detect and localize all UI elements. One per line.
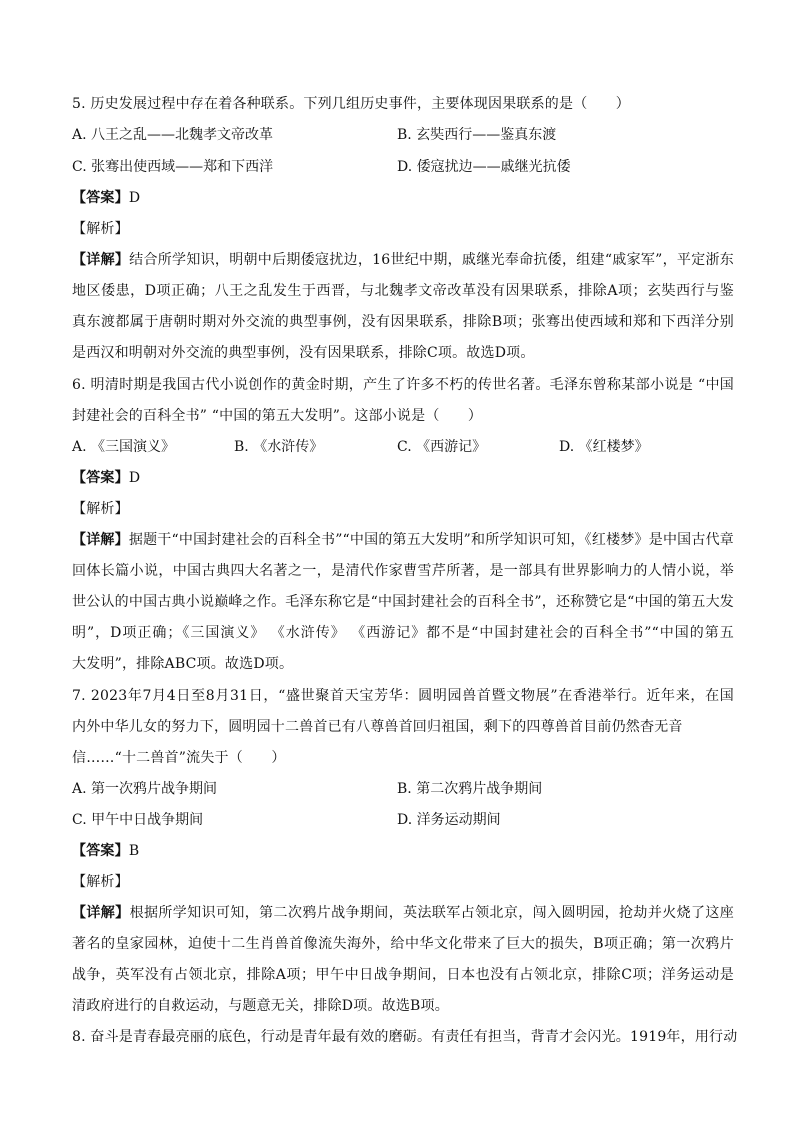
detail-tag: 【详解】 [72, 905, 130, 921]
q5-detail-line: 【详解】结合所学知识，明朝中后期倭寇扰边，16世纪中期，戚继光奉命抗倭，组建“戚家军”，平定浙东 [72, 252, 734, 268]
q5-option-d: D. 倭寇扰边——戚继光抗倭 [397, 159, 571, 175]
q7-stem: 内外中华儿女的努力下，圆明园十二兽首已有八尊兽首回归祖国，剩下的四尊兽首目前仍然杳无音 [72, 719, 683, 735]
q7-option-b: B. 第二次鸦片战争期间 [397, 781, 543, 797]
q5-answer-value: D [128, 190, 141, 206]
q7-option-c: C. 甲午中日战争期间 [72, 812, 204, 828]
q7-detail-line: 【详解】根据所学知识可知，第二次鸦片战争期间，英法联军占领北京，闯入圆明园，抢劫并火烧了这座 [72, 905, 734, 921]
q6-answer-value: D [128, 470, 141, 486]
answer-tag: 【答案】 [72, 190, 129, 206]
q5-option-b: B. 玄奘西行——鉴真东渡 [397, 127, 557, 143]
q5-stem: 5. 历史发展过程中存在着各种联系。下列几组历史事件，主要体现因果联系的是（ ） [72, 96, 631, 112]
q5-detail-line: 真东渡都属于唐朝时期对外交流的典型事例，没有因果联系，排除B项；张骞出使西域和郑和下西洋分别 [72, 314, 734, 330]
q6-detail-line: 回体长篇小说，中国古典四大名著之一，是清代作家曹雪芹所著，是一部具有世界影响力的人情小说，举 [72, 563, 734, 579]
q6-option-d: D. 《红楼梦》 [559, 439, 649, 455]
q5-analysis-tag: 【解析】 [72, 221, 129, 237]
q7-answer-value: B [128, 843, 140, 859]
q8-stem: 8. 奋斗是青春最亮丽的底色，行动是青年最有效的磨砺。有责任有担当，背青才会闪光。1919年，用行动 [72, 1029, 738, 1045]
q5-detail-line: 地区倭患，D项正确；八王之乱发生于西晋，与北魏孝文帝改革没有因果联系，排除A项；玄奘西行与鉴 [72, 283, 734, 299]
answer-tag: 【答案】 [72, 843, 129, 859]
q6-option-a: A. 《三国演义》 [72, 439, 176, 455]
q7-option-a: A. 第一次鸦片战争期间 [72, 781, 218, 797]
detail-tag: 【详解】 [72, 252, 130, 268]
q7-answer [72, 841, 139, 861]
q5-option-a: A. 八王之乱——北魏孝文帝改革 [72, 127, 274, 143]
q6-option-c: C. 《西游记》 [397, 439, 487, 455]
q6-stem: 封建社会的百科全书” “中国的第五大发明”。这部小说是（ ） [72, 408, 483, 424]
q6-detail-line: 大发明”，排除ABC项。故选D项。 [72, 656, 294, 672]
q5-option-c: C. 张骞出使西域——郑和下西洋 [72, 159, 274, 175]
q7-option-d: D. 洋务运动期间 [397, 812, 501, 828]
detail-tag: 【详解】 [72, 532, 129, 548]
q6-answer [72, 468, 140, 488]
q5-answer [72, 188, 140, 208]
q5-detail-line: 是西汉和明朝对外交流的典型事例，没有因果联系，排除C项。故选D项。 [72, 345, 535, 361]
q7-detail-line: 战争，英军没有占领北京，排除A项；甲午中日战争期间，日本也没有占领北京，排除C项；洋务运动是 [72, 967, 734, 983]
q6-analysis-tag: 【解析】 [72, 501, 129, 517]
answer-tag: 【答案】 [72, 470, 129, 486]
q7-stem: 信……“十二兽首”流失于（ ） [72, 750, 286, 766]
q6-detail-line: 【详解】据题干“中国封建社会的百科全书”“中国的第五大发明”和所学知识可知，《红楼梦》是中国古代章 [72, 532, 734, 548]
q7-analysis-tag: 【解析】 [72, 874, 129, 890]
q6-detail-line: 明”，D项正确；《三国演义》 《水浒传》 《西游记》都不是“中国封建社会的百科全书”“中国的第五 [72, 625, 734, 641]
q6-stem: 6. 明清时期是我国古代小说创作的黄金时期，产生了许多不朽的传世名著。毛泽东曾称某部小说是 “中国 [72, 377, 734, 393]
q7-detail-line: 清政府进行的自救运动，与题意无关，排除D项。故选B项。 [72, 998, 449, 1014]
q6-option-b: B. 《水浒传》 [234, 439, 324, 455]
q7-detail-line: 著名的皇家园林，迫使十二生肖兽首像流失海外，给中华文化带来了巨大的损失，B项正确；第一次鸦片 [72, 936, 734, 952]
q6-detail-line: 世公认的中国古典小说巅峰之作。毛泽东称它是“中国封建社会的百科全书”，还称赞它是“中国的第五大发 [72, 594, 734, 610]
q7-stem: 7. 2023年7月4日至8月31日，“盛世聚首天宝芳华：圆明园兽首暨文物展”在香港举行。近年来，在国 [72, 688, 734, 704]
